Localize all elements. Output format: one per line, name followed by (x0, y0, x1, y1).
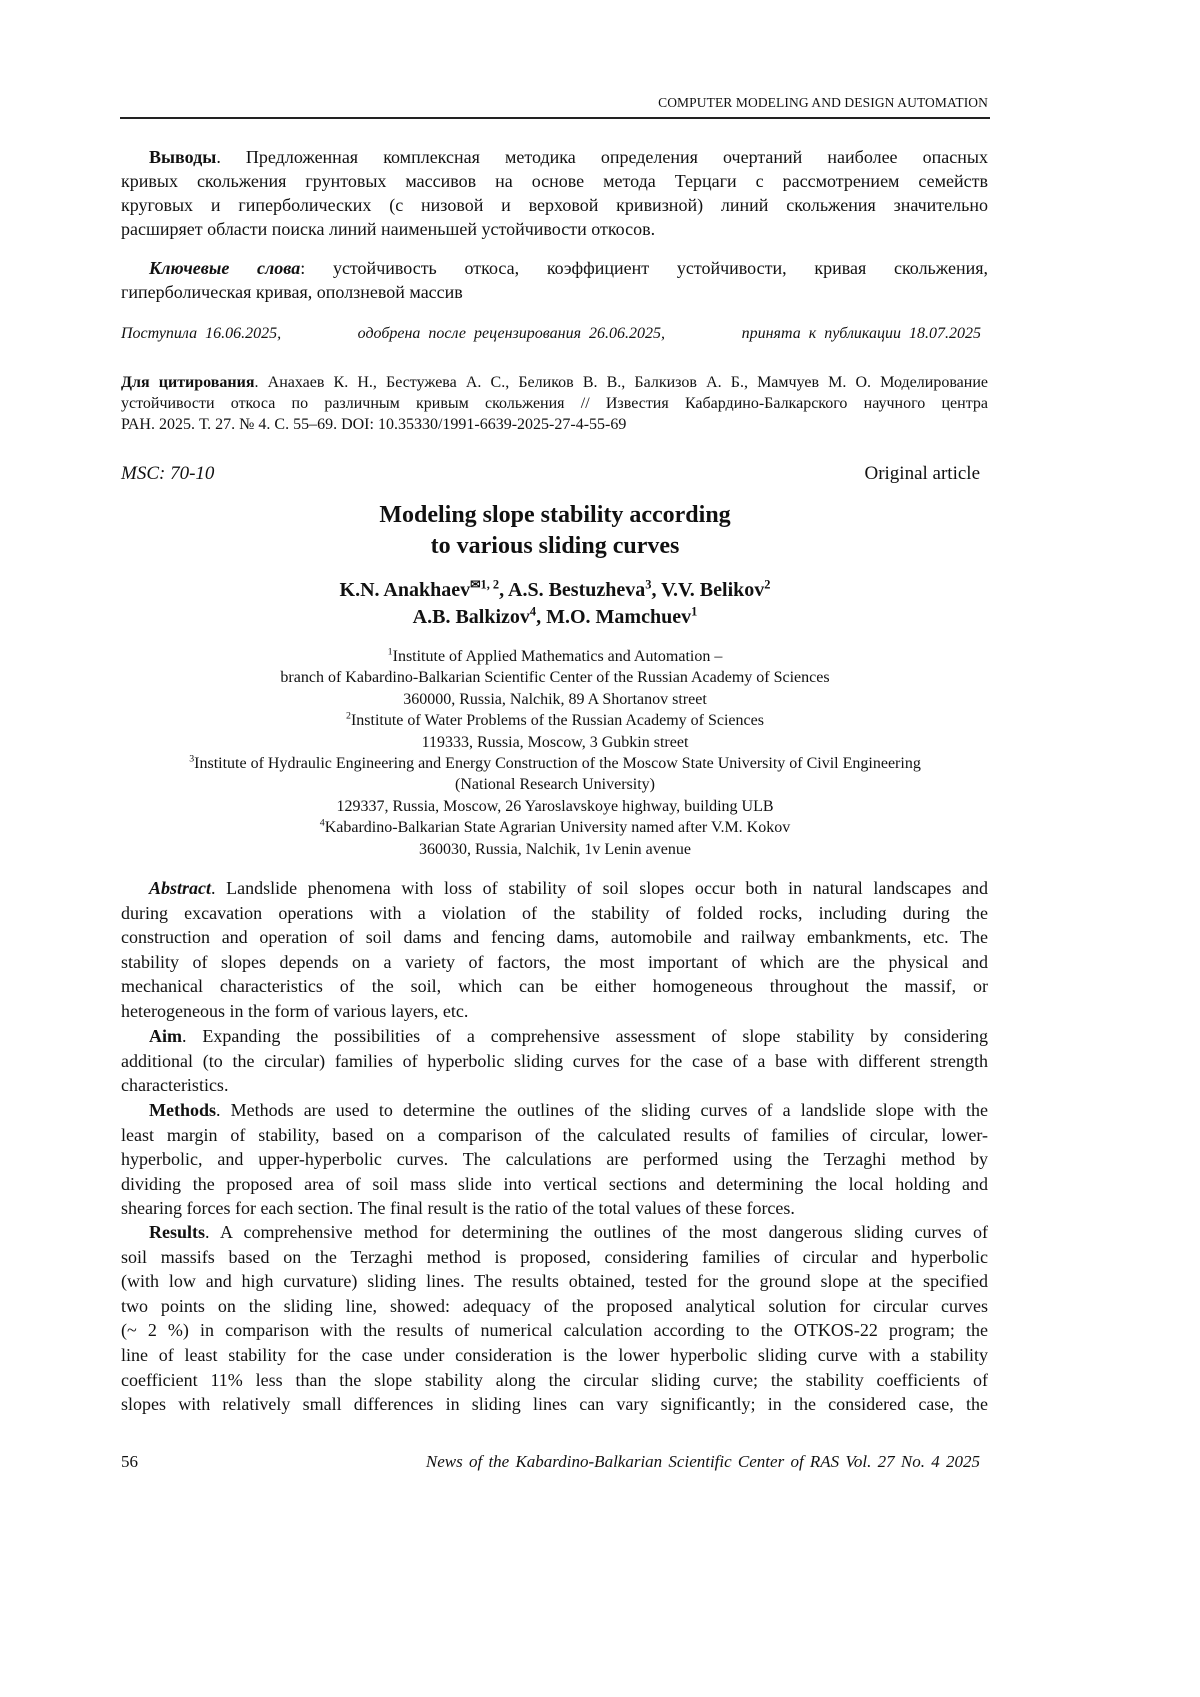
paragraph-label: Results (149, 1222, 205, 1242)
line-text: additional (to the circular) families of hyperbolic sliding curves for the case of a base with different strength (121, 1051, 988, 1071)
author-sup: 1, 2 (481, 577, 500, 591)
paragraph-label: Methods (149, 1100, 216, 1120)
line-text: кривых скольжения грунтовых массивов на основе метода Терцаги с рассмотрением семейств (121, 171, 988, 191)
text-line (121, 1073, 988, 1098)
text-line (121, 1147, 988, 1172)
line-text: устойчивости откоса по различным кривым скольжения // Известия Кабардино-Балкарского научного центра (121, 395, 988, 412)
line-text: dividing the proposed area of soil mass slide into vertical sections and determining the local holding and (121, 1174, 988, 1194)
text-line (121, 974, 988, 999)
citation-ru (121, 372, 988, 435)
affiliation-line (0, 817, 1110, 838)
line-text: (with low and high curvature) sliding lines. The results obtained, tested for the ground slope at the specified (121, 1271, 988, 1291)
line-text: : устойчивость откоса, коэффициент устойчивости, кривая скольжения, (300, 258, 988, 278)
line-text: . Methods are used to determine the outlines of the sliding curves of a landslide slope with the (216, 1100, 988, 1120)
date-approved: одобрена после рецензирования 26.06.2025, (358, 325, 665, 343)
line-text: soil massifs based on the Terzaghi method is proposed, considering families of circular and hyperbolic (121, 1247, 988, 1267)
affiliation-text: Kabardino-Balkarian State Agrarian University named after V.M. Kokov (325, 819, 791, 836)
line-text: . Анахаев К. Н., Бестужева А. С., Беликов В. В., Балкизов А. Б., Мамчуев М. О. Моделирование (255, 374, 988, 391)
text-line (121, 901, 988, 926)
author-sup: 3 (645, 577, 651, 591)
line-text: . Landslide phenomena with loss of stability of soil slopes occur both in natural landscapes and (211, 878, 988, 898)
line-text: line of least stability for the case under consideration is the lower hyperbolic sliding curve with a stability (121, 1345, 988, 1365)
text-line (121, 1172, 988, 1197)
author-list (0, 577, 1110, 631)
line-text: slopes with relatively small differences in sliding lines can vary significantly; in the considered case, the (121, 1394, 988, 1414)
line-text: heterogeneous in the form of various layers, etc. (121, 1001, 468, 1021)
text-line (121, 1196, 988, 1221)
keywords-ru (121, 256, 988, 304)
line-text: . Предложенная комплексная методика определения очертаний наиболее опасных (216, 147, 988, 167)
line-text: hyperbolic, and upper-hyperbolic curves. The calculations are performed using the Terzaghi method by (121, 1149, 988, 1169)
affiliation-sup: 1 (388, 647, 393, 658)
affiliation-line (0, 774, 1110, 795)
line-text: two points on the sliding line, showed: adequacy of the proposed analytical solution for circular curves (121, 1296, 988, 1316)
header-rule (120, 117, 990, 119)
text-line (121, 1368, 988, 1393)
methods (121, 1098, 988, 1221)
text-line (121, 145, 988, 169)
text-line (121, 1343, 988, 1368)
text-line (121, 999, 988, 1024)
line-text: least margin of stability, based on a comparison of the calculated results of families of circular, lower- (121, 1125, 988, 1145)
line-text: coefficient 11% less than the slope stability along the circular sliding curve; the stability coefficients of (121, 1370, 988, 1390)
paragraph-label: Aim (149, 1026, 182, 1046)
author-name[interactable]: K.N. Anakhaev (340, 579, 471, 601)
affiliation-line (0, 753, 1110, 774)
text-line (121, 1024, 988, 1049)
affiliation-text: Institute of Hydraulic Engineering and Energy Construction of the Moscow State University of Civil Engineering (194, 755, 921, 772)
author-sup: 1 (691, 604, 697, 618)
text-line (121, 1220, 988, 1245)
results (121, 1220, 988, 1417)
affiliation-text: 360030, Russia, Nalchik, 1v Lenin avenue (419, 841, 691, 858)
authors-line-1: K.N. Anakhaev✉1, 2, A.S. Bestuzheva3, V.V. Belikov2 (0, 577, 1110, 604)
line-text: during excavation operations with a violation of the stability of folded rocks, including during the (121, 903, 988, 923)
line-text: shearing forces for each section. The final result is the ratio of the total values of these forces. (121, 1198, 795, 1218)
affiliation-text: 360000, Russia, Nalchik, 89 A Shortanov street (403, 691, 707, 708)
text-line (121, 193, 988, 217)
aim (121, 1024, 988, 1098)
text-line (121, 950, 988, 975)
text-line (121, 414, 988, 435)
text-line (121, 1392, 988, 1417)
text-line (121, 1098, 988, 1123)
affiliation-sup: 2 (346, 711, 351, 722)
line-text: characteristics. (121, 1075, 228, 1095)
line-text: РАН. 2025. Т. 27. № 4. С. 55–69. DOI: 10.35330/1991-6639-2025-27-4-55-69 (121, 416, 626, 433)
affiliation-line (0, 796, 1110, 817)
text-line (121, 1294, 988, 1319)
line-text: mechanical characteristics of the soil, which can be either homogeneous throughout the massif, or (121, 976, 988, 996)
line-text: круговых и гиперболических (с низовой и верховой кривизной) линий скольжения значительно (121, 195, 988, 215)
paragraph-label: Ключевые слова (149, 258, 300, 278)
paragraph-label: Выводы (149, 147, 216, 167)
author-name[interactable]: V.V. Belikov (661, 579, 764, 601)
line-text: (~ 2 %) in comparison with the results of numerical calculation according to the OTKOS-22 program; the (121, 1320, 988, 1340)
text-line (121, 372, 988, 393)
article-dates (121, 325, 981, 343)
affiliation-text: branch of Kabardino-Balkarian Scientific Center of the Russian Academy of Sciences (280, 669, 829, 686)
paragraph-label: Abstract (149, 878, 211, 898)
text-line (121, 1123, 988, 1148)
line-text: . A comprehensive method for determining the outlines of the most dangerous sliding curves of (205, 1222, 988, 1242)
line-text: construction and operation of soil dams and fencing dams, automobile and railway embankments, etc. The (121, 927, 988, 947)
authors-line-2: A.B. Balkizov4, M.O. Mamchuev1 (0, 604, 1110, 631)
line-text: гиперболическая кривая, оползневой массив (121, 282, 463, 302)
line-text: расширяет области поиска линий наименьшей устойчивости откосов. (121, 219, 655, 239)
affiliation-text: 119333, Russia, Moscow, 3 Gubkin street (422, 734, 689, 751)
affiliation-sup: 4 (320, 818, 325, 829)
text-line (121, 280, 988, 304)
conclusions-ru (121, 145, 988, 241)
affiliation-text: Institute of Applied Mathematics and Automation – (393, 648, 723, 665)
date-received: Поступила 16.06.2025, (121, 325, 281, 343)
affiliation-text: (National Research University) (455, 776, 655, 793)
msc-code: MSC: 70-10 (121, 463, 214, 485)
author-name[interactable]: A.S. Bestuzheva (508, 579, 645, 601)
author-sup: 2 (764, 577, 770, 591)
text-line (121, 256, 988, 280)
author-sup: 4 (530, 604, 536, 618)
title-line: to various sliding curves (0, 531, 1110, 562)
text-line (121, 169, 988, 193)
affiliation-sup: 3 (189, 754, 194, 765)
affiliation-line (0, 710, 1110, 731)
title-line: Modeling slope stability according (0, 500, 1110, 531)
date-accepted: принята к публикации 18.07.2025 (742, 325, 981, 343)
running-header: COMPUTER MODELING AND DESIGN AUTOMATION (658, 95, 988, 111)
text-line (121, 1049, 988, 1074)
text-line (121, 1318, 988, 1343)
text-line (121, 1245, 988, 1270)
author-name[interactable]: A.B. Balkizov (413, 606, 530, 628)
affiliation-text: 129337, Russia, Moscow, 26 Yaroslavskoye highway, building ULB (336, 798, 773, 815)
affiliation-text: Institute of Water Problems of the Russian Academy of Sciences (351, 712, 764, 729)
affiliation-line (0, 732, 1110, 753)
affiliations (0, 646, 1110, 860)
text-line (121, 876, 988, 901)
affiliation-line (0, 667, 1110, 688)
page-number: 56 (121, 1452, 138, 1472)
line-text: stability of slopes depends on a variety of factors, the most important of which are the physical and (121, 952, 988, 972)
affiliation-line (0, 839, 1110, 860)
author-name[interactable]: M.O. Mamchuev (546, 606, 691, 628)
article-type: Original article (864, 463, 980, 485)
text-line (121, 393, 988, 414)
line-text: . Expanding the possibilities of a comprehensive assessment of slope stability by considering (182, 1026, 988, 1046)
mail-icon[interactable]: ✉ (470, 577, 480, 591)
journal-footer: News of the Kabardino-Balkarian Scientific Center of RAS Vol. 27 No. 4 2025 (426, 1452, 980, 1472)
affiliation-line (0, 689, 1110, 710)
text-line (121, 217, 988, 241)
affiliation-line (0, 646, 1110, 667)
text-line (121, 1269, 988, 1294)
paragraph-label: Для цитирования (121, 374, 255, 391)
text-line (121, 925, 988, 950)
abstract (121, 876, 988, 1024)
article-title (0, 500, 1110, 562)
